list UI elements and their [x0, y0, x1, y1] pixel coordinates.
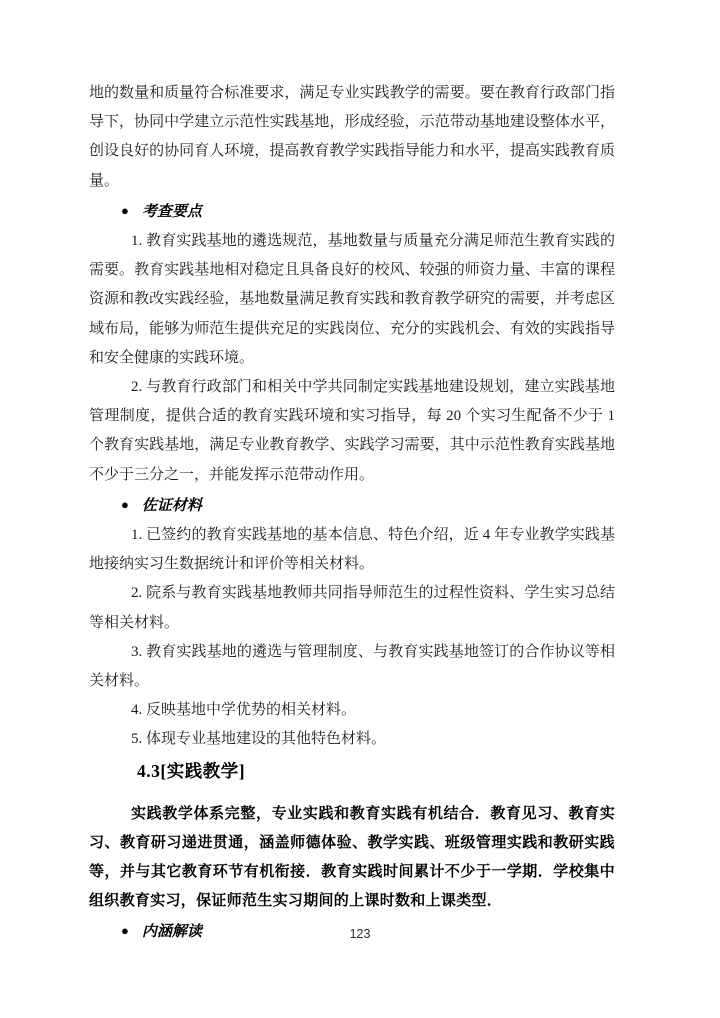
- zuzheng-item-2: 2. 院系与教育实践基地教师共同指导师范生的过程性资料、学生实习总结等相关材料。: [89, 585, 615, 631]
- page-number: 123: [349, 927, 371, 941]
- kaocha-item-2: 2. 与教育行政部门和相关中学共同制定实践基地建设规划，建立实践基地管理制度，提供合适的教育实践环境和实习指导，每 20 个实习生配备不少于 1 个教育实践基地，满足专业教育教学、实践学习需要，其中示范性教育实践基地不少于三分之一，并能发挥示范带动作用。: [89, 379, 615, 483]
- subsection-summary-paragraph: 实践教学体系完整，专业实践和教育实践有机结合．教育见习、教育实习、教育研习递进贯通，涵盖师德体验、教学实践、班级管理实践和教研实践等，并与其它教育环节有机衔接．教育实践时间累计不少于一学期．学校集中组织教育实习，保证师范生实习期间的上课时数和上课类型．: [89, 805, 615, 910]
- zuzheng-item-1: 1. 已签约的教育实践基地的基本信息、特色介绍，近 4 年专业教学实践基地接纳实习生数据统计和评价等相关材料。: [89, 527, 615, 573]
- bullet-heading-label: 内涵解读: [141, 924, 202, 941]
- paragraph-intro: 地的数量和质量符合标准要求，满足专业实践教学的需要。要在教育行政部门指导下，协同中学建立示范性实践基地，形成经验，示范带动基地建设整体水平，创设良好的协同育人环境，提高教育教学实践指导能力和水平，提高实践教育质量。: [89, 85, 615, 189]
- zuzheng-item-4: 4. 反映基地中学优势的相关材料。: [131, 702, 357, 719]
- document-content: [89, 79, 615, 948]
- bullet-dot-icon: ●: [121, 496, 129, 512]
- section-heading-4-3: 4.3[实践教学]: [137, 760, 246, 781]
- bullet-heading-zuzheng-cailiao: [121, 490, 615, 521]
- zuzheng-item-3: 3. 教育实践基地的遴选与管理制度、与教育实践基地签订的合作协议等相关材料。: [89, 643, 615, 690]
- bullet-heading-label: 佐证材料: [141, 497, 202, 514]
- bullet-heading-label: 考查要点: [141, 203, 202, 220]
- bullet-heading-kaocha-yaodian: [121, 196, 615, 227]
- bullet-dot-icon: ●: [121, 202, 129, 218]
- zuzheng-item-5: 5. 体现专业基地建设的其他特色材料。: [131, 731, 387, 748]
- kaocha-item-1: 1. 教育实践基地的遴选规范，基地数量与质量充分满足师范生教育实践的需要。教育实践基地相对稳定且具备良好的校风、较强的师资力量、丰富的课程资源和教改实践经验，基地数量满足教育实践和教育教学研究的需要，并考虑区域布局，能够为师范生提供充足的实践岗位、充分的实践机会、有效的实践指导和安全健康的实践环境。: [89, 233, 615, 366]
- bullet-dot-icon: ●: [121, 923, 129, 939]
